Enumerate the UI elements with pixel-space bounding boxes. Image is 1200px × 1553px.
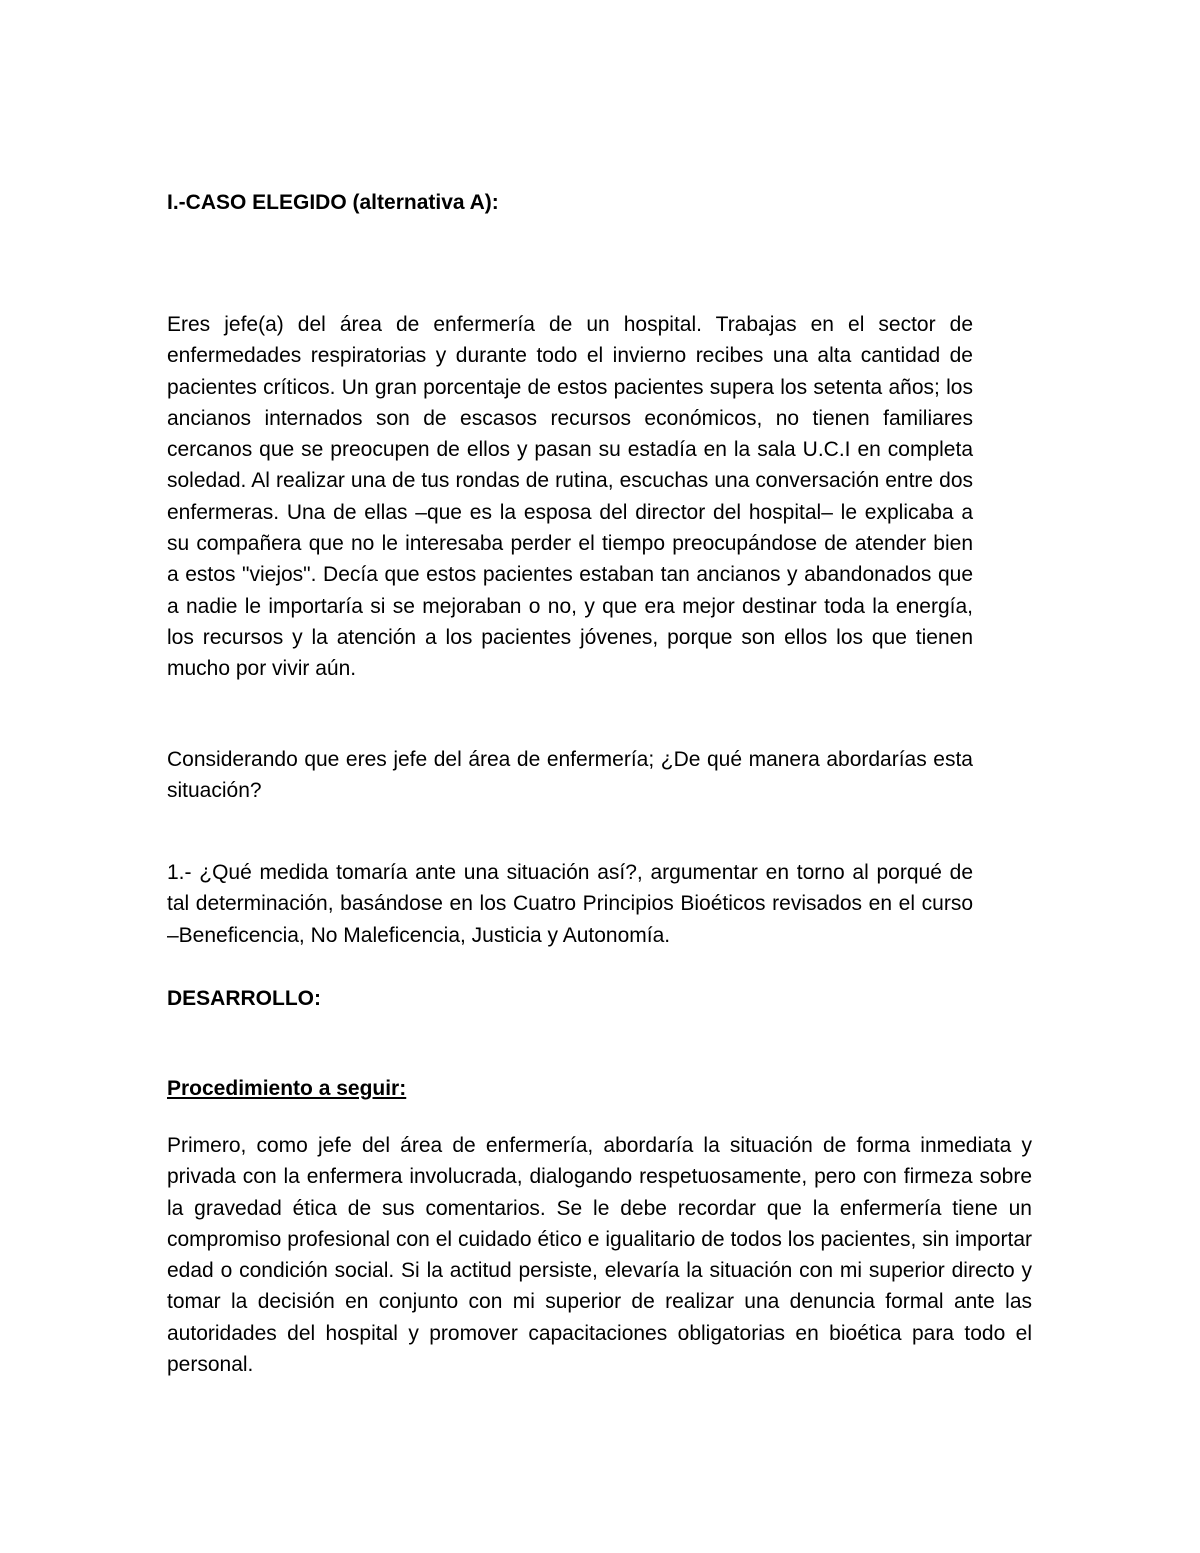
case-paragraph: Eres jefe(a) del área de enfermería de un hospital. Trabajas en el sector de enfermedades respiratorias y durante todo el invierno recibes una alta cantidad de pacientes críticos. Un gran porcentaje de estos pacientes supera los setenta años; los ancianos internados son de escasos recursos económicos, no tienen familiares cercanos que se preocupen de ellos y pasan su estadía en la sala U.C.I en completa soledad. Al realizar una de tus rondas de rutina, escuchas una conversación entre dos enfermeras. Una de ellas –que es la esposa del director del hospital– le explicaba a su compañera que no le interesaba perder el tiempo preocupándose de atender bien a estos "viejos". Decía que estos pacientes estaban tan ancianos y abandonados que a nadie le importaría si se mejoraban o no, y que era mejor destinar toda la energía, los recursos y la atención a los pacientes jóvenes, porque son ellos los que tienen mucho por vivir aún.: [167, 313, 973, 681]
case-title: I.-CASO ELEGIDO (alternativa A):: [167, 191, 499, 214]
procedure-paragraph: Primero, como jefe del área de enfermería, abordaría la situación de forma inmediata y privada con la enfermera involucrada, dialogando respetuosamente, pero con firmeza sobre la gravedad ética de sus comentarios. Se le debe recordar que la enfermería tiene un compromiso profesional con el cuidado ético e igualitario de todos los pacientes, sin importar edad o condición social. Si la actitud persiste, elevaría la situación con mi superior directo y tomar la decisión en conjunto con mi superior de realizar una denuncia formal ante las autoridades del hospital y promover capacitaciones obligatorias en bioética para todo el personal.: [167, 1134, 1032, 1377]
development-heading: DESARROLLO:: [167, 987, 321, 1010]
procedure-heading: Procedimiento a seguir:: [167, 1077, 407, 1100]
question-paragraph: Considerando que eres jefe del área de enfermería; ¿De qué manera abordarías esta situación?: [167, 748, 973, 803]
task-paragraph: 1.- ¿Qué medida tomaría ante una situación así?, argumentar en torno al porqué de tal determinación, basándose en los Cuatro Principios Bioéticos revisados en el curso –Beneficencia, No Maleficencia, Justicia y Autonomía.: [167, 861, 973, 947]
